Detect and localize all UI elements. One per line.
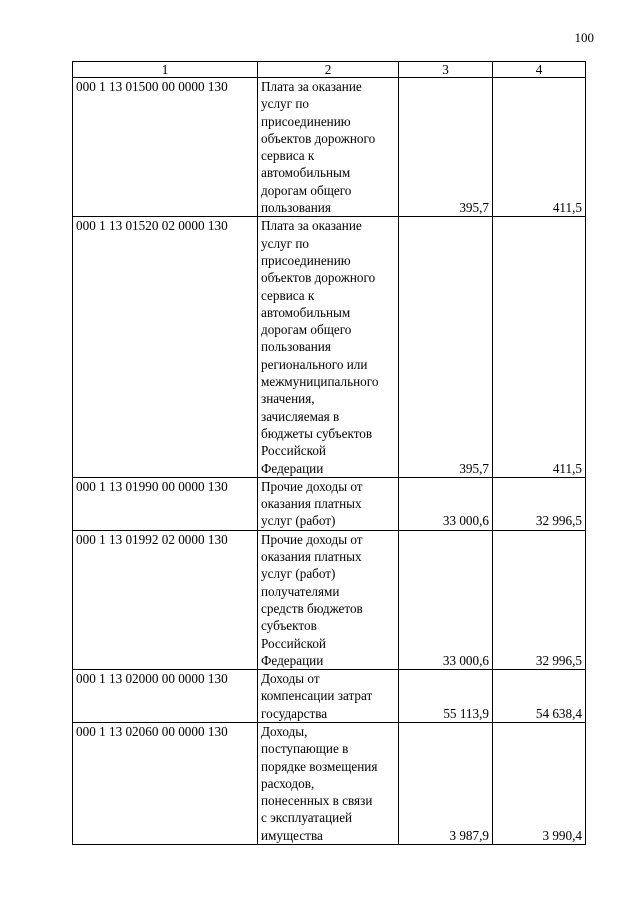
amount-col4-cell: 32 996,5 <box>493 530 586 669</box>
table-row <box>73 78 586 217</box>
amount-col4-cell: 411,5 <box>493 217 586 477</box>
amount-col4-cell: 411,5 <box>493 78 586 217</box>
revenue-name-cell: Плата за оказание услуг по присоединению объектов дорожного сервиса к автомобильным дорогам общего пользования регионального или межмуниципального значения, зачисляемая в бюджеты субъектов Российской Федерации <box>258 217 399 477</box>
amount-col3-cell: 33 000,6 <box>399 477 493 530</box>
budget-code-cell: 000 1 13 02060 00 0000 130 <box>73 722 258 844</box>
budget-code-cell: 000 1 13 01520 02 0000 130 <box>73 217 258 477</box>
revenue-name-cell: Доходы от компенсации затрат государства <box>258 670 399 723</box>
budget-code-cell: 000 1 13 01500 00 0000 130 <box>73 78 258 217</box>
amount-col3-cell: 33 000,6 <box>399 530 493 669</box>
table-row <box>73 477 586 530</box>
revenue-name-cell: Прочие доходы от оказания платных услуг (работ) <box>258 477 399 530</box>
page-number: 100 <box>574 30 594 45</box>
revenue-name-cell: Прочие доходы от оказания платных услуг (работ) получателями средств бюджетов субъектов Российской Федерации <box>258 530 399 669</box>
amount-col3-cell: 55 113,9 <box>399 670 493 723</box>
column-header-2: 2 <box>258 62 399 78</box>
revenue-table <box>72 61 586 845</box>
table-row <box>73 670 586 723</box>
column-number-row <box>73 62 586 78</box>
amount-col3-cell: 395,7 <box>399 217 493 477</box>
amount-col4-cell: 3 990,4 <box>493 722 586 844</box>
revenue-name-cell: Доходы, поступающие в порядке возмещения расходов, понесенных в связи с эксплуатацией имущества <box>258 722 399 844</box>
column-header-4: 4 <box>493 62 586 78</box>
amount-col3-cell: 3 987,9 <box>399 722 493 844</box>
amount-col4-cell: 54 638,4 <box>493 670 586 723</box>
amount-col3-cell: 395,7 <box>399 78 493 217</box>
column-header-1: 1 <box>73 62 258 78</box>
budget-code-cell: 000 1 13 01990 00 0000 130 <box>73 477 258 530</box>
budget-code-cell: 000 1 13 01992 02 0000 130 <box>73 530 258 669</box>
amount-col4-cell: 32 996,5 <box>493 477 586 530</box>
budget-code-cell: 000 1 13 02000 00 0000 130 <box>73 670 258 723</box>
table-row <box>73 530 586 669</box>
revenue-name-cell: Плата за оказание услуг по присоединению объектов дорожного сервиса к автомобильным дорогам общего пользования <box>258 78 399 217</box>
column-header-3: 3 <box>399 62 493 78</box>
table-row <box>73 217 586 477</box>
table-row <box>73 722 586 844</box>
